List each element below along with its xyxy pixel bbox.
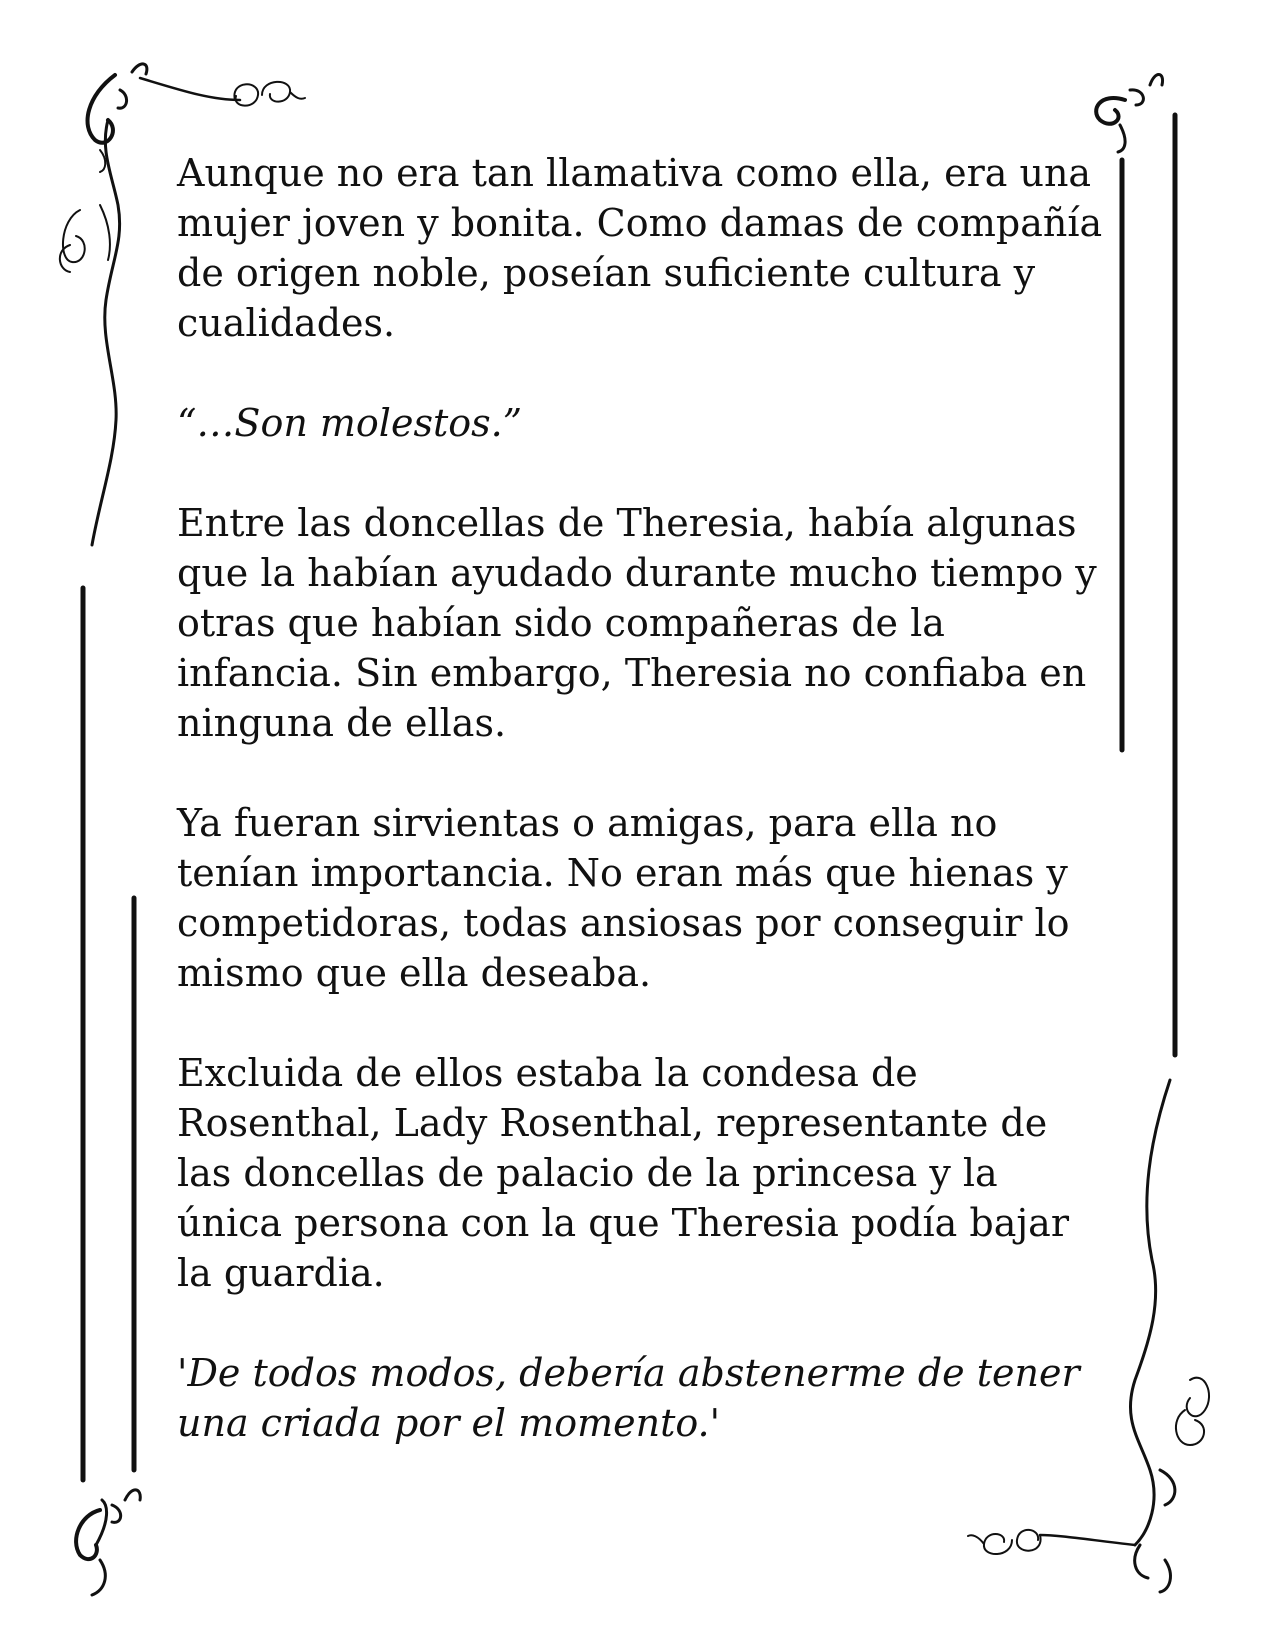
flourish-bottom-left bbox=[76, 1490, 140, 1595]
paragraph-italic-quote: “…Son molestos.” bbox=[177, 401, 523, 445]
paragraph: Aunque no era tan llamativa como ella, era una mujer joven y bonita. Como damas de compañía de origen noble, poseían suficiente cultura y cualidades. bbox=[177, 151, 1103, 345]
paragraph-italic-thought: 'De todos modos, debería abstenerme de tener una criada por el momento.' bbox=[177, 1351, 1080, 1445]
paragraph: Entre las doncellas de Theresia, había algunas que la habían ayudado durante mucho tiempo y otras que habían sido compañeras de la infancia. Sin embargo, Theresia no confiaba en ninguna de ellas. bbox=[177, 501, 1097, 745]
flourish-top-right bbox=[1096, 74, 1162, 152]
story-text bbox=[177, 148, 1107, 1498]
paragraph: Excluida de ellos estaba la condesa de Rosenthal, Lady Rosenthal, representante de las doncellas de palacio de la princesa y la única persona con la que Theresia podía bajar la guardia. bbox=[177, 1051, 1069, 1295]
paragraph: Ya fueran sirvientas o amigas, para ella no tenían importancia. No eran más que hienas y competidoras, todas ansiosas por conseguir lo mismo que ella deseaba. bbox=[177, 801, 1070, 995]
